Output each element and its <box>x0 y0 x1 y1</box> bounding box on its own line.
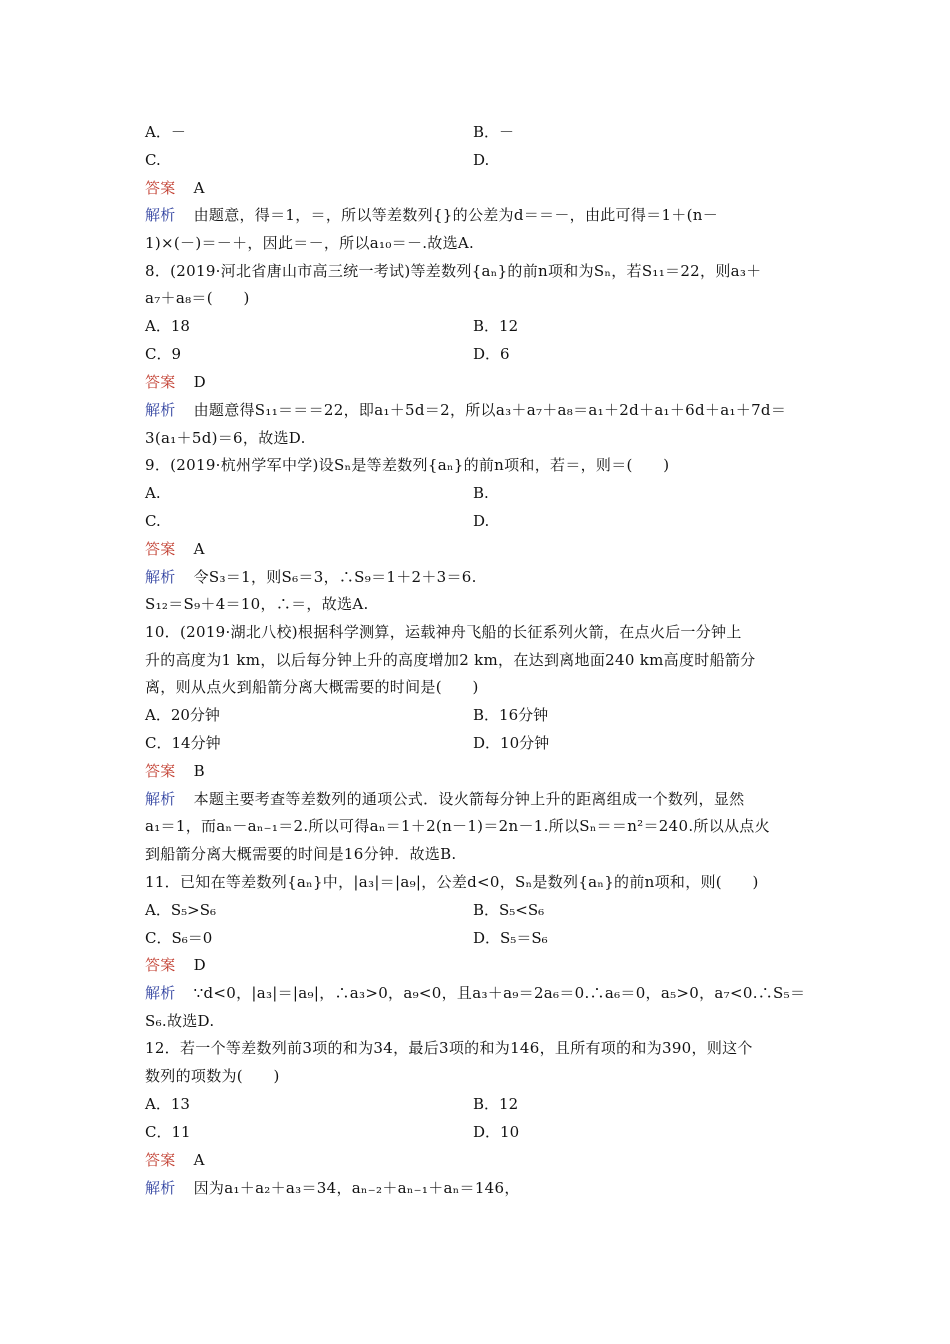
explain-label: 解析 <box>145 1179 176 1197</box>
option-b: B．12 <box>473 317 519 335</box>
explain-label: 解析 <box>145 401 176 419</box>
answer-value: A <box>193 1151 205 1169</box>
answer-value: A <box>193 540 205 558</box>
explain-label: 解析 <box>145 790 176 808</box>
answer-label: 答案 <box>145 179 176 197</box>
option-row <box>145 1093 825 1115</box>
option-d: D. <box>473 151 490 169</box>
explain-line <box>145 788 744 810</box>
option-d: D. <box>473 512 490 530</box>
option-row <box>145 121 825 143</box>
explain-line: S₆.故选D. <box>145 1012 215 1030</box>
explain-line <box>145 1177 520 1199</box>
option-b: B．S₅<S₆ <box>473 901 545 919</box>
option-c: C．14分钟 <box>145 734 221 752</box>
option-row <box>145 1121 825 1143</box>
explain-line <box>145 982 805 1004</box>
explain-line: 到船箭分离大概需要的时间是16分钟．故选B. <box>145 845 457 863</box>
option-row <box>145 482 825 504</box>
answer-value: A <box>193 179 205 197</box>
answer-label: 答案 <box>145 1151 176 1169</box>
option-row <box>145 899 825 921</box>
question-stem: 11．已知在等差数列{aₙ}中，|a₃|＝|a₉|，公差d<0，Sₙ是数列{aₙ}的前n项和，则( ) <box>145 873 759 891</box>
answer-line <box>145 1149 205 1171</box>
option-row <box>145 510 825 532</box>
answer-line <box>145 760 205 782</box>
explain-text: 本题主要考查等差数列的通项公式．设火箭每分钟上升的距离组成一个数列，显然 <box>193 790 745 808</box>
question-stem: 12．若一个等差数列前3项的和为34，最后3项的和为146，且所有项的和为390，则这个 <box>145 1039 753 1057</box>
explain-line <box>145 566 477 588</box>
option-b: B．－ <box>473 123 515 141</box>
option-a: A．S₅>S₆ <box>145 901 216 919</box>
explain-line: a₁＝1，而aₙ－aₙ₋₁＝2.所以可得aₙ＝1＋2(n－1)＝2n－1.所以Sₙ＝＝n²＝240.所以从点火 <box>145 817 770 835</box>
option-b: B．16分钟 <box>473 706 549 724</box>
option-c: C. <box>145 512 161 530</box>
explain-text: ∵d<0，|a₃|＝|a₉|，∴a₃>0，a₉<0，且a₃＋a₉＝2a₆＝0.∴a₆＝0，a₅>0，a₇<0.∴S₅＝ <box>193 984 806 1002</box>
option-c: C．S₆＝0 <box>145 929 213 947</box>
option-row <box>145 927 825 949</box>
answer-value: B <box>193 762 205 780</box>
explain-text: 因为a₁＋a₂＋a₃＝34，aₙ₋₂＋aₙ₋₁＋aₙ＝146， <box>193 1179 520 1197</box>
option-a: A. <box>145 484 161 502</box>
explain-text: 由题意得S₁₁＝＝＝22，即a₁＋5d＝2，所以a₃＋a₇＋a₈＝a₁＋2d＋a₁＋6d＋a₁＋7d＝ <box>193 401 787 419</box>
answer-line <box>145 177 205 199</box>
option-d: D．6 <box>473 345 510 363</box>
explain-label: 解析 <box>145 984 176 1002</box>
option-row <box>145 315 825 337</box>
question-stem: 10．(2019·湖北八校)根据科学测算，运载神舟飞船的长征系列火箭，在点火后一分钟上 <box>145 623 742 641</box>
explain-label: 解析 <box>145 568 176 586</box>
option-row <box>145 732 825 754</box>
question-stem: 9．(2019·杭州学军中学)设Sₙ是等差数列{aₙ}的前n项和，若＝，则＝( ) <box>145 456 670 474</box>
option-c: C. <box>145 151 161 169</box>
answer-line <box>145 371 206 393</box>
explain-text: 令S₃＝1，则S₆＝3，∴S₉＝1＋2＋3＝6. <box>193 568 477 586</box>
explain-text: 由题意，得＝1，＝，所以等差数列{}的公差为d＝＝－，由此可得＝1＋(n－ <box>193 206 719 224</box>
answer-label: 答案 <box>145 540 176 558</box>
answer-value: D <box>193 956 206 974</box>
explain-line: 1)×(－)＝－＋，因此＝－，所以a₁₀＝－.故选A. <box>145 234 475 252</box>
answer-label: 答案 <box>145 762 176 780</box>
option-d: D．10分钟 <box>473 734 550 752</box>
answer-line <box>145 538 205 560</box>
option-b: B. <box>473 484 489 502</box>
question-stem: a₇＋a₈＝( ) <box>145 289 250 307</box>
option-c: C．11 <box>145 1123 191 1141</box>
question-stem: 升的高度为1 km，以后每分钟上升的高度增加2 km，在达到离地面240 km高度时船箭分 <box>145 651 756 669</box>
answer-label: 答案 <box>145 956 176 974</box>
question-stem: 离，则从点火到船箭分离大概需要的时间是( ) <box>145 678 479 696</box>
option-b: B．12 <box>473 1095 519 1113</box>
explain-line <box>145 399 786 421</box>
option-a: A．18 <box>145 317 190 335</box>
option-row <box>145 149 825 171</box>
question-stem: 8．(2019·河北省唐山市高三统一考试)等差数列{aₙ}的前n项和为Sₙ，若S₁₁＝22，则a₃＋ <box>145 262 762 280</box>
option-c: C．9 <box>145 345 182 363</box>
explain-line: 3(a₁＋5d)＝6，故选D. <box>145 429 306 447</box>
option-a: A．20分钟 <box>145 706 220 724</box>
option-row <box>145 343 825 365</box>
option-d: D．10 <box>473 1123 520 1141</box>
explain-line: S₁₂＝S₉＋4＝10，∴＝，故选A. <box>145 595 369 613</box>
option-row <box>145 704 825 726</box>
option-a: A．13 <box>145 1095 190 1113</box>
question-stem: 数列的项数为( ) <box>145 1067 280 1085</box>
answer-line <box>145 954 206 976</box>
option-d: D．S₅＝S₆ <box>473 929 548 947</box>
answer-value: D <box>193 373 206 391</box>
answer-label: 答案 <box>145 373 176 391</box>
explain-line <box>145 204 718 226</box>
option-a: A．－ <box>145 123 186 141</box>
explain-label: 解析 <box>145 206 176 224</box>
